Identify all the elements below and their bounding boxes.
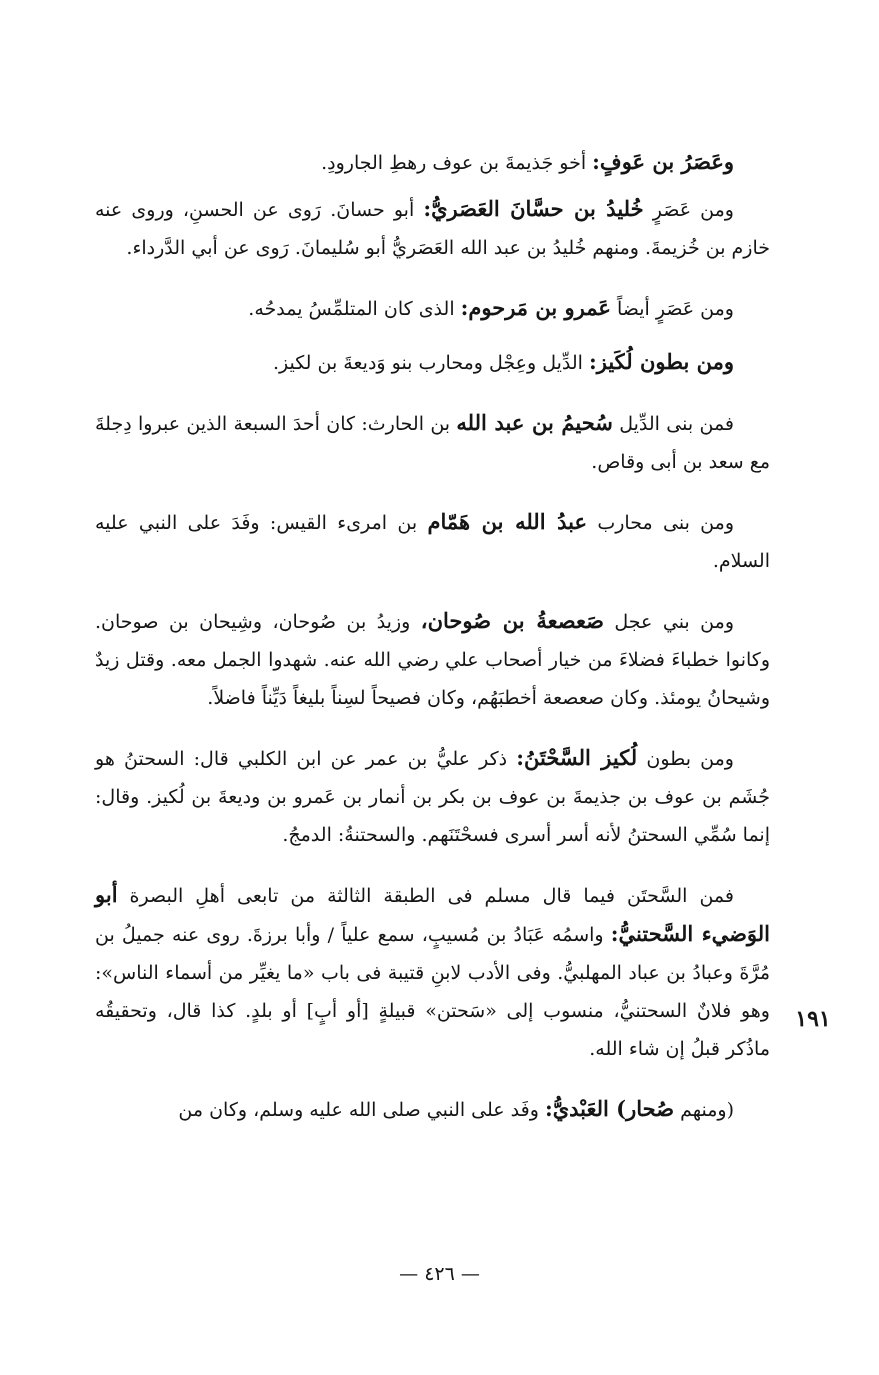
entry-prefix: فمن بنى الدِّيل	[612, 413, 735, 435]
entry-prefix: ومن بطون	[637, 748, 734, 770]
entry-heading: وعَصَرُ بن عَوفٍ:	[592, 149, 734, 174]
paragraph-suhaim	[95, 404, 770, 481]
paragraph-suhar	[95, 1090, 770, 1129]
entry-heading: أبو الوَضيء السَّحتنيُّ:	[95, 882, 770, 946]
entry-heading: صَعصعةُ بن صُوحان،	[420, 608, 604, 633]
entry-prefix: ومن عَصَرٍ	[643, 199, 734, 221]
entry-heading: عَمرو بن مَرحوم:	[460, 295, 611, 320]
entry-text: الذى كان المتلمِّسُ يمدحُه.	[248, 298, 461, 320]
entry-text: وفَد على النبي صلى الله عليه وسلم، وكان من	[178, 1099, 545, 1121]
entry-text: وزيدُ بن صُوحان، وشِيحان بن صوحان. وكانوا خطباءَ فضلاءَ من خيار أصحاب علي رضي الله عنه. شهدوا الجمل معه. وقتل زيدٌ وشيحانُ يومئذ. وكان صعصعة أخطبَهُم، وكان فصيحاً لسِناً بليغاً دَيِّناً فاضلاً.	[95, 611, 770, 709]
entry-text: واسمُه عَبَادُ بن مُسيبٍ، سمع علياً / وأبا برزةَ. روى عنه جميلُ بن مُرَّةَ وعبادُ بن عباد المهلبيُّ. وفى الأدب لابنِ قتيبة فى باب «ما يغيِّر من أسماء الناس»: وهو فلانٌ السحتنيُّ، منسوب إلى «سَحتن» قبيلةٍ [أو أبٍ] أو بلدٍ. كذا قال، وتحقيقُه ماذُكر قبلُ إن شاء الله.	[95, 924, 770, 1060]
entry-prefix: ومن عَصَرٍ أيضاً	[610, 298, 734, 320]
page-number: — ٤٢٦ —	[399, 1263, 480, 1285]
paragraph-lukaiz-clans	[95, 343, 770, 382]
margin-folio-number: ١٩١	[795, 1006, 831, 1032]
paragraph-amr-ibn-marhum	[95, 289, 770, 328]
paragraph-abu-al-wadi	[95, 876, 770, 1068]
paragraph-sahtan	[95, 739, 770, 854]
main-text	[95, 143, 770, 1144]
paragraph-asr-ibn-awf	[95, 143, 770, 182]
entry-prefix: ومن بنى محارب	[587, 512, 734, 534]
entry-heading: عبدُ الله بن هَمّام	[427, 509, 588, 534]
entry-text: ذكر عليُّ بن عمر عن ابن الكلبي قال: السحتنُ هو جُشَم بن عوف بن جذيمةَ بن عوف بن بكر بن أنمار بن عَمرو بن وديعةَ بن لُكيز. وقال: إنما سُمِّي السحتنُ لأنه أسر أسرى فسحْتَنَهم. والسحتنةُ: الدمجُ.	[95, 748, 770, 846]
entry-prefix: (ومنهم	[674, 1099, 734, 1121]
entry-heading: ومن بطون لُكَيز:	[588, 349, 734, 374]
entry-text: الدِّيل وعِجْل ومحارب بنو وَديعةَ بن لكيز.	[272, 352, 589, 374]
entry-heading: سُحيمُ بن عبد الله	[456, 410, 613, 435]
entry-prefix: ومن بني عجل	[603, 611, 734, 633]
paragraph-khulaid	[95, 190, 770, 267]
entry-prefix: فمن السَّحتَن فيما قال مسلم فى الطبقة الثالثة من تابعى أهلِ البصرة	[117, 885, 734, 907]
entry-heading: صُحار) العَبْديُّ:	[544, 1096, 675, 1121]
paragraph-abdullah-ibn-hammam	[95, 503, 770, 580]
entry-text: بن الحارث: كان أحدَ السبعة الذين عبروا دِجلةَ مع سعد بن أبى وقاص.	[95, 413, 770, 473]
entry-heading: خُليدُ بن حسَّانَ العَصَريُّ:	[423, 196, 644, 221]
entry-text: أبو حسانَ. رَوى عن الحسنِ، وروى عنه خازم بن خُزيمةَ. ومنهم خُليدُ بن عبد الله العَصَريُّ أبو سُليمانَ. رَوى عن أبي الدَّرداء.	[95, 199, 770, 259]
entry-text: أخو جَذيمةَ بن عوف رهطِ الجارودِ.	[321, 152, 593, 174]
entry-heading: لُكيز السَّحْتَنُ:	[516, 745, 638, 770]
entry-text: بن امرىء القيس: وفَدَ على النبي عليه السلام.	[95, 512, 770, 572]
paragraph-sasaa	[95, 602, 770, 717]
